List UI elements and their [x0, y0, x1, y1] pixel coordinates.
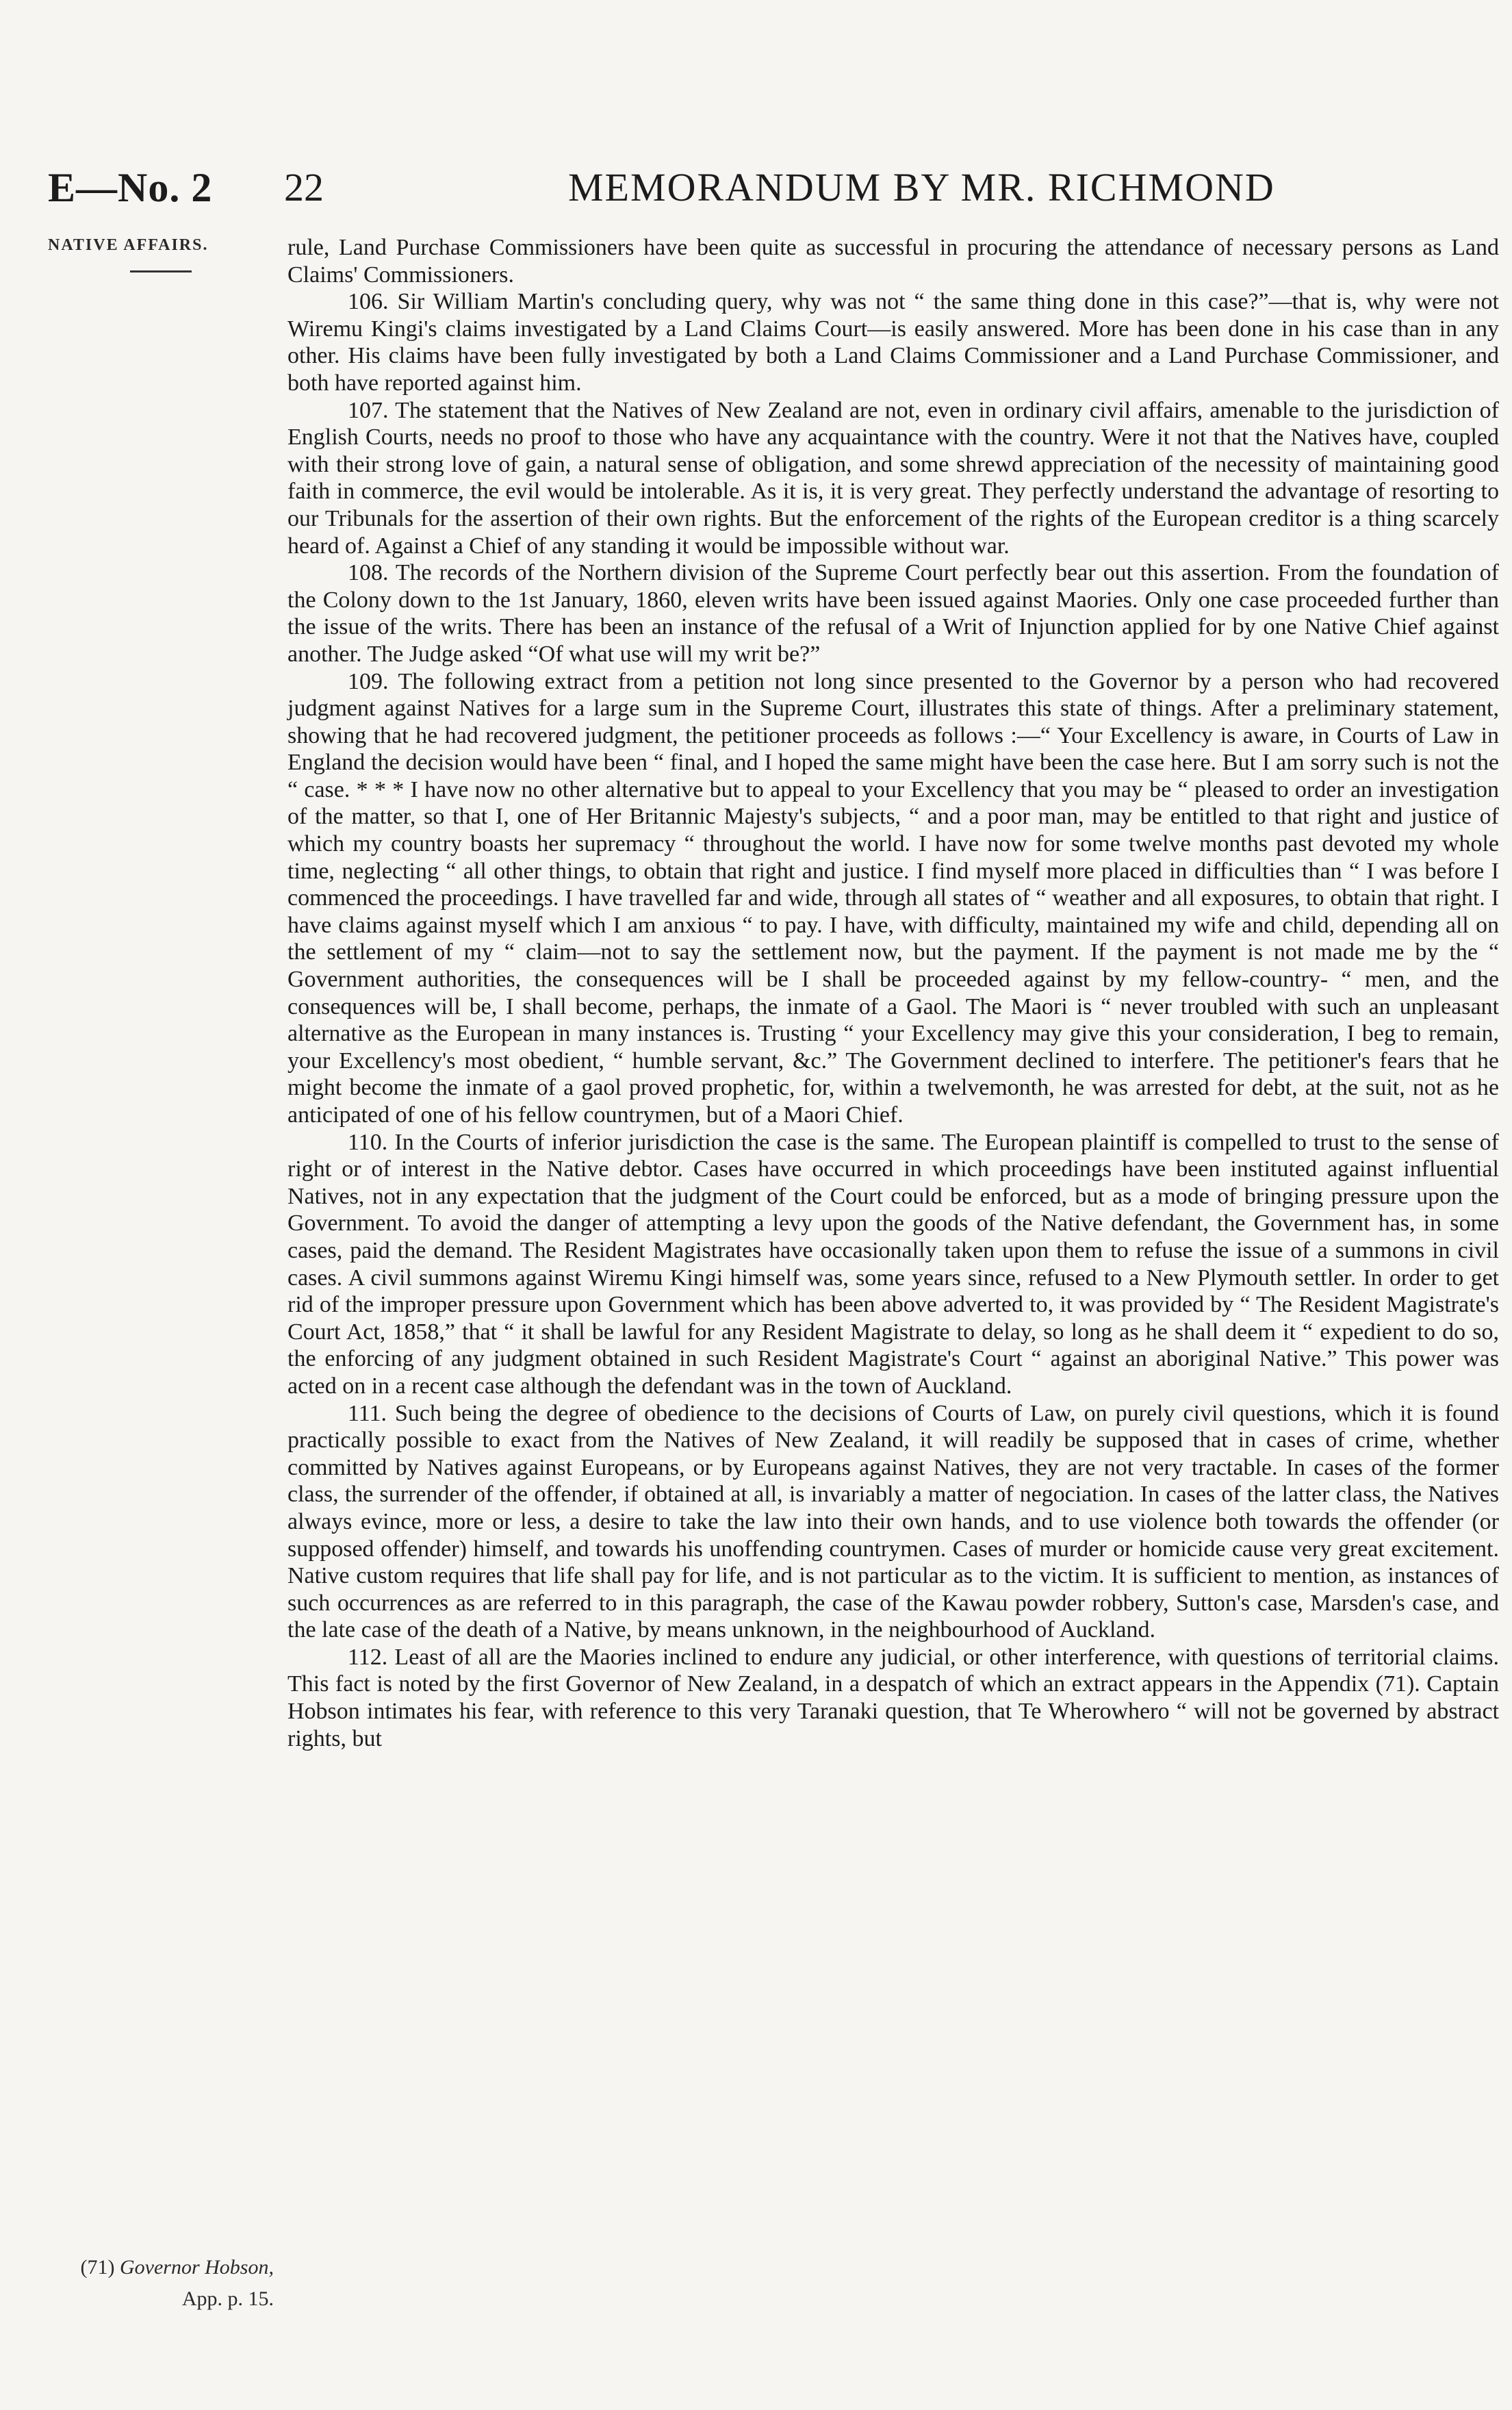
margin-heading: NATIVE AFFAIRS.: [48, 236, 209, 254]
paragraph-109: 109. The following extract from a petition not long since presented to the Governor by a person who had recovered judgment against Natives for a large sum in the Supreme Court, illustrates this state of things. After a preliminary statement, showing that he had recovered judgment, the petitioner proceeds as follows :—“ Your Excellency is aware, in Courts of Law in England the decision would have been “ final, and I hoped the same might have been the case here. But I am sorry such is not the “ case. * * * I have now no other alternative but to appeal to your Excellency that you may be “ pleased to order an investigation of the matter, so that I, one of Her Britannic Majesty's subjects, “ and a poor man, may be entitled to that right and justice of which my country boasts her supremacy “ throughout the world. I have now for some twelve months past devoted my whole time, neglecting “ all other things, to obtain that right and justice. I find myself more placed in difficulties than “ I was before I commenced the proceedings. I have travelled far and wide, through all states of “ weather and all exposures, to obtain that right. I have claims against myself which I am anxious “ to pay. I have, with difficulty, maintained my wife and child, depending all on the settlement of my “ claim—not to say the settlement now, but the payment. If the payment is not made me by the “ Government authorities, the consequences will be I shall be proceeded against by my fellow-country- “ men, and the consequences will be, I shall become, perhaps, the inmate of a Gaol. The Maori is “ never troubled with such an unpleasant alternative as the European in many instances is. Trusting “ your Excellency may give this your consideration, I beg to remain, your Excellency's most obedient, “ humble servant, &c.” The Government declined to interfere. The petitioner's fears that he might become the inmate of a gaol proved prophetic, for, within a twelvemonth, he was arrested for debt, at the suit, not as he anticipated of one of his fellow countrymen, but of a Maori Chief.: [287, 668, 1499, 1128]
margin-rule: [130, 270, 192, 272]
paragraph-108: 108. The records of the Northern division of the Supreme Court perfectly bear out this assertion. From the foundation of the Colony down to the 1st January, 1860, eleven writs have been issued against Maories. Only one case proceeded further than the issue of the writs. There has been an instance of the refusal of a Writ of Injunction applied for by one Native Chief against another. The Judge asked “Of what use will my writ be?”: [287, 560, 1499, 667]
page-header: [48, 164, 1465, 219]
memorandum-body: [287, 234, 1499, 1752]
margin-note-number: (71): [80, 2256, 115, 2279]
margin-note-name: Governor Hobson,: [120, 2256, 274, 2279]
paragraph-110: 110. In the Courts of inferior jurisdiction the case is the same. The European plaintiff is compelled to trust to the sense of right or of interest in the Native debtor. Cases have occurred in which proceedings have been instituted against influential Natives, not in any expectation that the judgment of the Court could be enforced, but as a mode of bringing pressure upon the Government. To avoid the danger of attempting a levy upon the goods of the Native defendant, the Government has, in some cases, paid the demand. The Resident Magistrates have occasionally taken upon them to refuse the issue of a summons in civil cases. A civil summons against Wiremu Kingi himself was, some years since, refused to a New Plymouth settler. In order to get rid of the improper pressure upon Government which has been above adverted to, it was provided by “ The Resident Magistrate's Court Act, 1858,” that “ it shall be lawful for any Resident Magistrate to delay, so long as he shall deem it “ expedient to do so, the enforcing of any judgment obtained in such Resident Magistrate's Court “ against an aboriginal Native.” This power was acted on in a recent case although the defendant was in the town of Auckland.: [287, 1129, 1499, 1399]
paragraph-106: 106. Sir William Martin's concluding query, why was not “ the same thing done in this case?”—that is, why were not Wiremu Kingi's claims investigated by a Land Claims Court—is easily answered. More has been done in his case than in any other. His claims have been fully investigated by both a Land Claims Commissioner and a Land Purchase Commissioner, and both have reported against him.: [287, 289, 1499, 396]
margin-note-page: App. p. 15.: [181, 2287, 274, 2310]
paragraph-111: 111. Such being the degree of obedience to the decisions of Courts of Law, on purely civil questions, which it is found practically possible to exact from the Natives of New Zealand, it will readily be supposed that in cases of crime, whether committed by Natives against Europeans, or by Europeans against Natives, they are not very tractable. In cases of the former class, the surrender of the offender, if obtained at all, is invariably a matter of negociation. In cases of the latter class, the Natives always evince, more or less, a desire to take the law into their own hands, and to use violence both towards the offender (or supposed offender) himself, and towards his unoffending countrymen. Cases of murder or homicide cause very great excitement. Native custom requires that life shall pay for life, and is not particular as to the victim. It is sufficient to mention, as instances of such occurrences as are referred to in this paragraph, the case of the Kawau powder robbery, Sutton's case, Marsden's case, and the late case of the death of a Native, by means unknown, in the neighbourhood of Auckland.: [287, 1400, 1499, 1643]
paragraph-continuation: rule, Land Purchase Commissioners have been quite as successful in procuring the attendance of necessary persons as Land Claims' Commissioners.: [287, 235, 1499, 288]
page-number: 22: [284, 165, 324, 210]
margin-note-reference: [48, 2256, 274, 2279]
paragraph-112: 112. Least of all are the Maories inclined to endure any judicial, or other interference, with questions of territorial claims. This fact is noted by the first Governor of New Zealand, in a despatch of which an extract appears in the Appendix (71). Captain Hobson intimates his fear, with reference to this very Taranaki question, that Te Wherowhero “ will not be governed by abstract rights, but: [287, 1644, 1499, 1751]
paragraph-107: 107. The statement that the Natives of New Zealand are not, even in ordinary civil affairs, amenable to the jurisdiction of English Courts, needs no proof to those who have any acquaintance with the country. Were it not that the Natives have, coupled with their strong love of gain, a natural sense of obligation, and some shrewd appreciation of the necessity of maintaining good faith in commerce, the evil would be intolerable. As it is, it is very great. They perfectly understand the advantage of resorting to our Tribunals for the assertion of their own rights. But the enforcement of the rights of the European creditor is a thing scarcely heard of. Against a Chief of any standing it would be impossible without war.: [287, 397, 1499, 559]
page-title: MEMORANDUM BY MR. RICHMOND: [568, 165, 1275, 210]
series-number: E—No. 2: [48, 165, 213, 210]
